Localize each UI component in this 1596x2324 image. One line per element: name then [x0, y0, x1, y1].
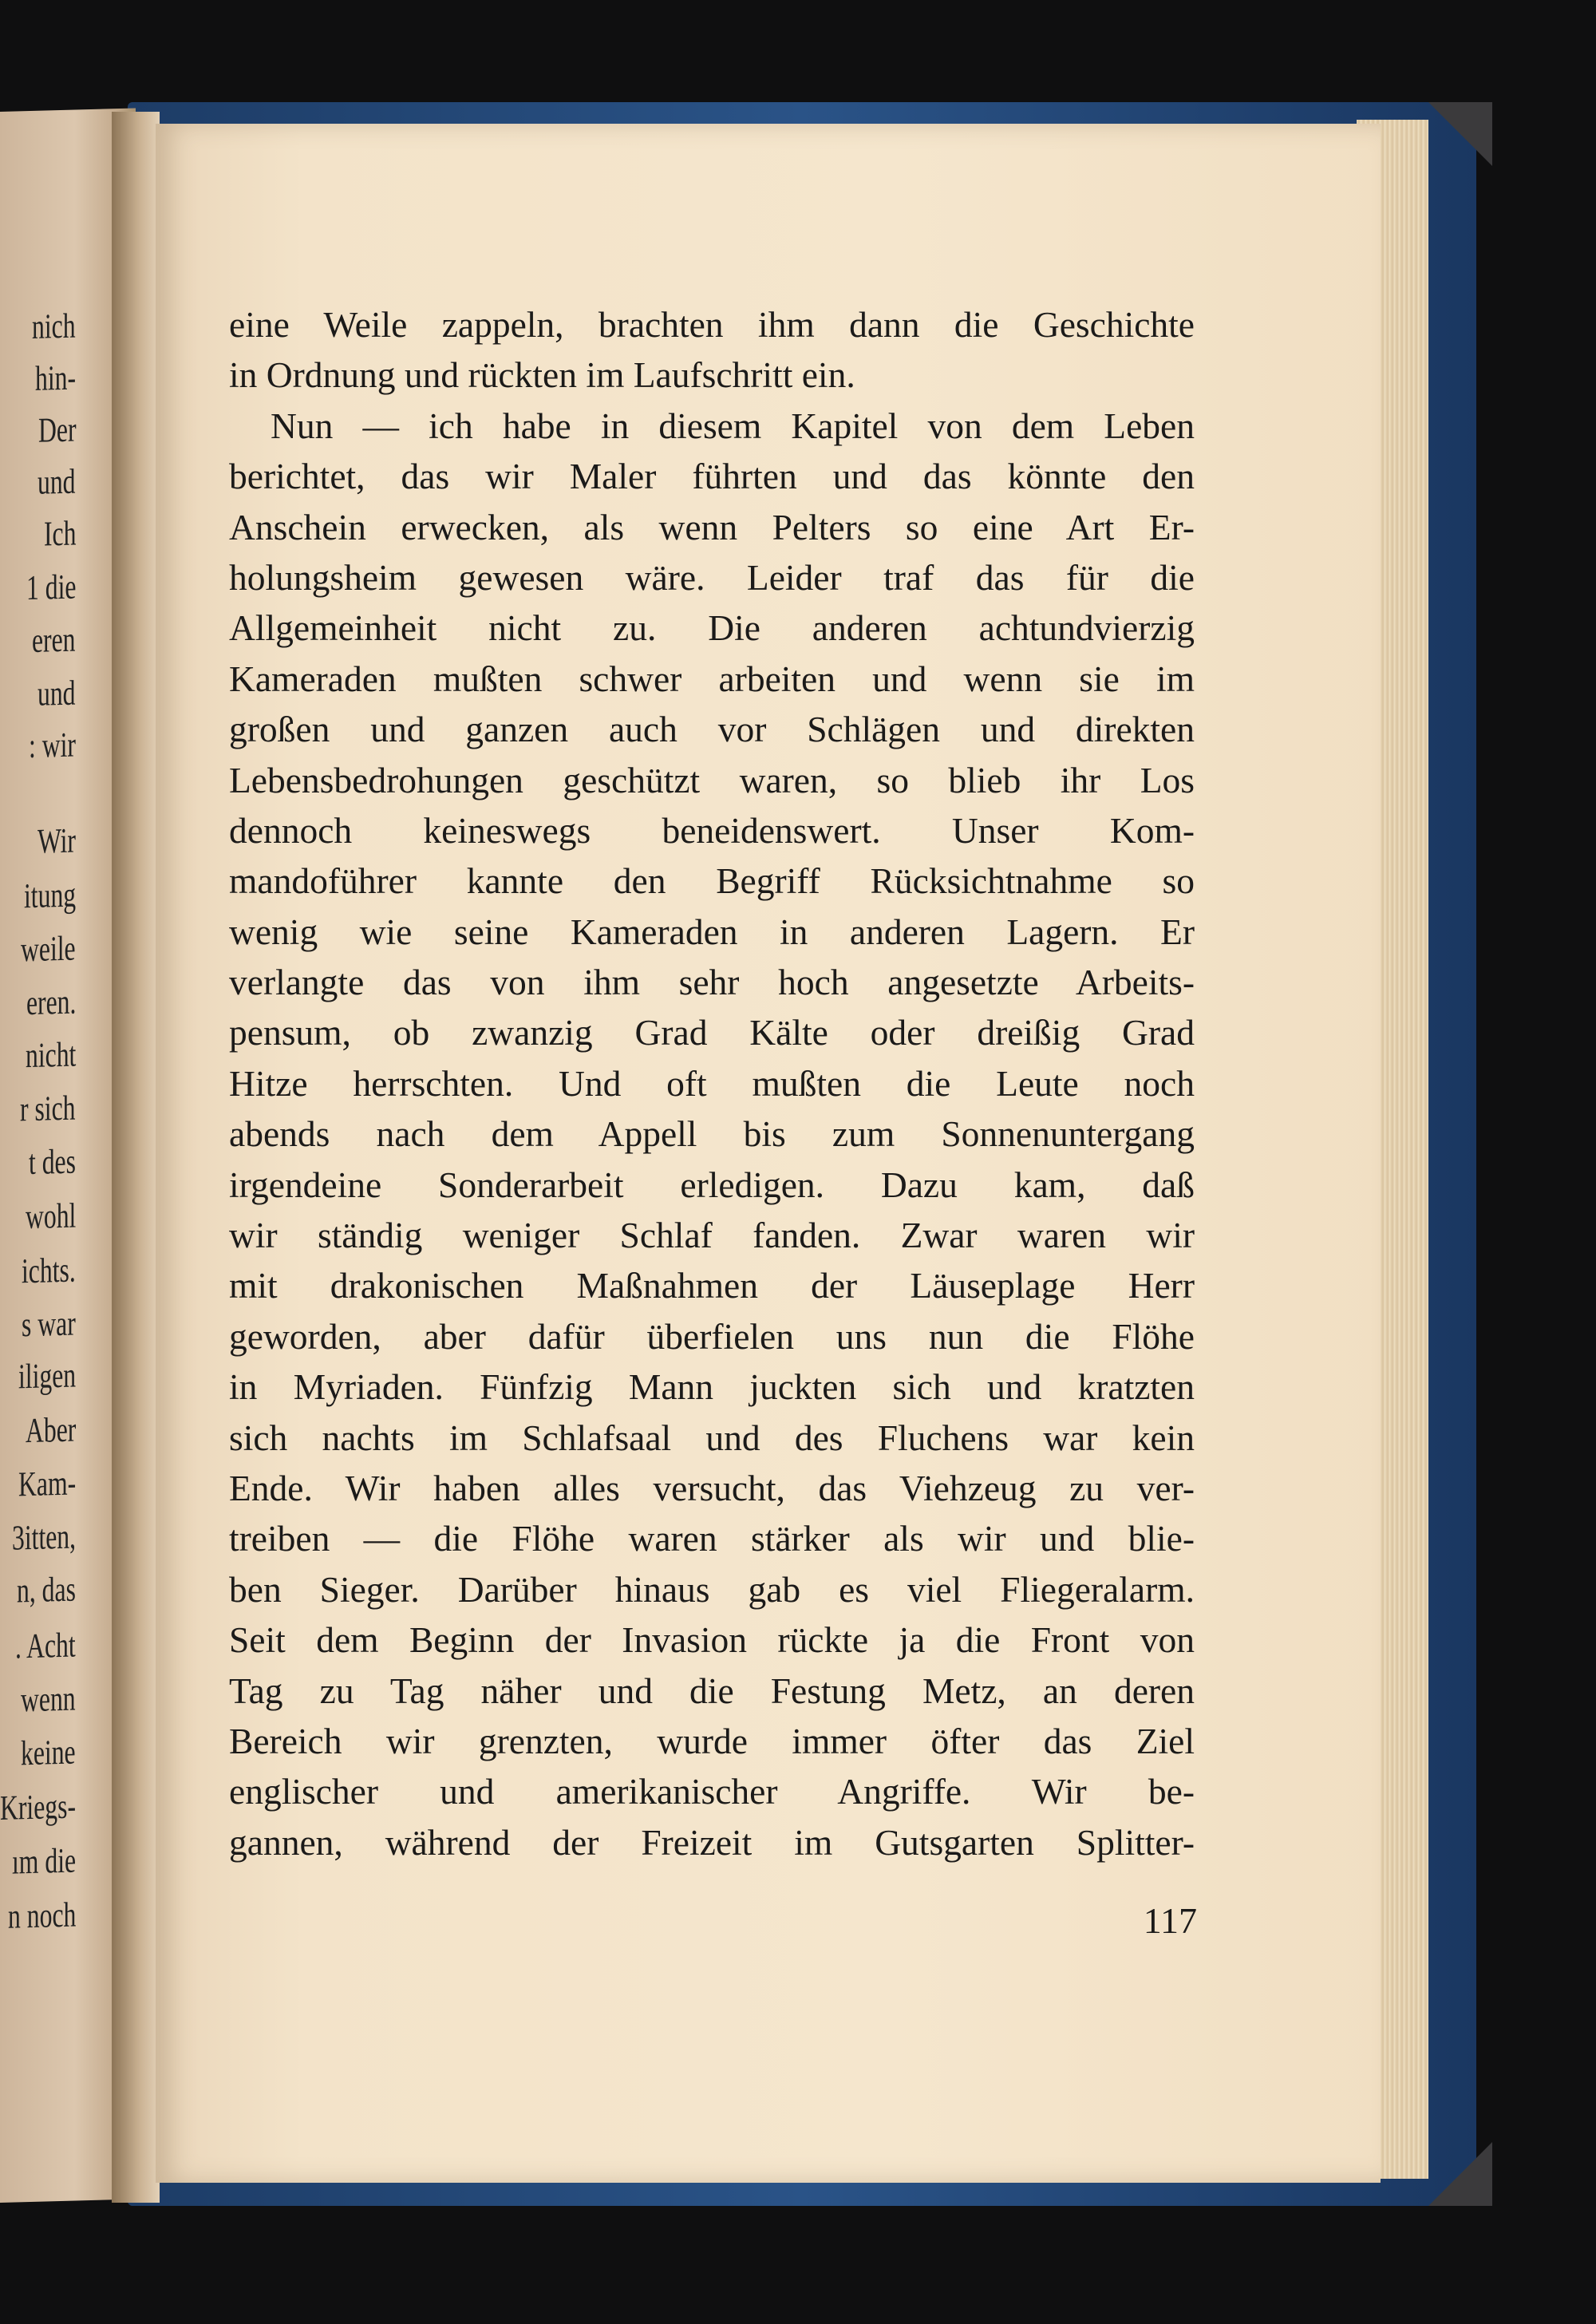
text-line: mandoführer kannte den Begriff Rücksichtnahme so	[229, 860, 1195, 902]
text-line: Hitze herrschten. Und oft mußten die Leute noch	[229, 1062, 1195, 1104]
text-line: dennoch keineswegs beneidenswert. Unser Kom-	[229, 809, 1195, 851]
text-line: geworden, aber dafür überfielen uns nun die Flöhe	[229, 1315, 1195, 1357]
text-line: berichtet, das wir Maler führten und das könnte den	[229, 456, 1195, 497]
text-line: pensum, ob zwanzig Grad Kälte oder dreißig Grad	[229, 1012, 1195, 1053]
facing-page-fragment: s war	[22, 1303, 76, 1345]
text-line: englischer und amerikanischer Angriffe. Wir be-	[229, 1771, 1195, 1812]
text-line: holungsheim gewesen wäre. Leider traf das für die	[229, 556, 1195, 598]
facing-page-fragment: hin-	[34, 358, 76, 398]
facing-page-fragment: iligen	[18, 1355, 76, 1397]
facing-page-fragment: : wir	[29, 725, 76, 766]
facing-page-fragment: 1 die	[26, 567, 76, 608]
facing-page-fragment: n noch	[7, 1895, 76, 1936]
facing-page-fragment: 3itten,	[11, 1516, 76, 1558]
text-line: Kameraden mußten schwer arbeiten und wenn sie im	[229, 658, 1195, 699]
text-line: abends nach dem Appell bis zum Sonnenuntergang	[229, 1113, 1195, 1155]
book-gutter	[112, 112, 160, 2203]
facing-page-fragment: keine	[21, 1732, 76, 1773]
facing-page-fragment: r sich	[20, 1088, 76, 1129]
text-line: gannen, während der Freizeit im Gutsgarten Splitter-	[229, 1821, 1195, 1863]
text-line: Bereich wir grenzten, wurde immer öfter das Ziel	[229, 1720, 1195, 1761]
text-line: Ende. Wir haben alles versucht, das Viehzeug zu ver-	[229, 1467, 1195, 1508]
facing-page-fragment: nich	[32, 306, 76, 346]
facing-page-fragment: wohl	[25, 1196, 76, 1237]
text-line: eine Weile zappeln, brachten ihm dann die Geschichte	[229, 304, 1195, 345]
facing-page-fragment: und	[38, 461, 76, 502]
facing-page-fragment: ım die	[11, 1840, 76, 1882]
text-line: treiben — die Flöhe waren stärker als wir und blie-	[229, 1518, 1195, 1559]
page-number: 117	[1143, 1900, 1197, 1941]
text-line: mit drakonischen Maßnahmen der Läuseplage Herr	[229, 1265, 1195, 1306]
facing-page-fragment: wenn	[21, 1678, 76, 1720]
facing-page-fragment: ichts.	[22, 1250, 76, 1291]
facing-page-fragment: n, das	[17, 1569, 76, 1611]
text-line: Lebensbedrohungen geschützt waren, so blieb ihr Los	[229, 759, 1195, 800]
facing-page-fragment: itung	[23, 875, 76, 916]
facing-page-fragment: eren.	[26, 982, 76, 1023]
facing-page-fragment: eren	[32, 619, 76, 660]
facing-page-fragment: und	[38, 673, 76, 713]
facing-page-fragment: . Acht	[15, 1625, 76, 1666]
facing-page-fragment: weile	[21, 928, 76, 970]
facing-page-fragment: nicht	[25, 1034, 76, 1076]
text-line: wenig wie seine Kameraden in anderen Lagern. Er	[229, 911, 1195, 952]
text-line: großen und ganzen auch vor Schlägen und direkten	[229, 709, 1195, 750]
facing-page-fragment: Kriegs-	[0, 1786, 77, 1828]
text-line: in Ordnung und rückten im Laufschritt ein.	[229, 354, 855, 396]
text-line: sich nachts im Schlafsaal und des Fluchens war kein	[229, 1417, 1195, 1458]
text-line: Tag zu Tag näher und die Festung Metz, an deren	[229, 1670, 1195, 1711]
facing-page-fragment: t des	[29, 1141, 76, 1183]
text-line: ben Sieger. Darüber hinaus gab es viel Fliegeralarm.	[229, 1568, 1195, 1610]
facing-page-fragment: Aber	[25, 1409, 76, 1451]
text-line: Anschein erwecken, als wenn Pelters so eine Art Er-	[229, 506, 1195, 547]
facing-page-fragment: Der	[38, 409, 76, 450]
text-line: wir ständig weniger Schlaf fanden. Zwar waren wir	[229, 1215, 1195, 1256]
facing-page-fragment: Kam-	[18, 1463, 76, 1504]
text-line: Allgemeinheit nicht zu. Die anderen achtundvierzig	[229, 607, 1195, 649]
text-line: verlangte das von ihm sehr hoch angesetzte Arbeits-	[229, 962, 1195, 1003]
text-line: irgendeine Sonderarbeit erledigen. Dazu kam, daß	[229, 1164, 1195, 1205]
text-line: in Myriaden. Fünfzig Mann juckten sich und kratzten	[229, 1366, 1195, 1408]
facing-page-fragment: Ich	[43, 513, 76, 554]
facing-page-fragment: Wir	[38, 820, 76, 861]
text-line: Nun — ich habe in diesem Kapitel von dem Leben	[271, 405, 1195, 446]
text-line: Seit dem Beginn der Invasion rückte ja die Front von	[229, 1619, 1195, 1661]
page-text	[229, 299, 1195, 1868]
